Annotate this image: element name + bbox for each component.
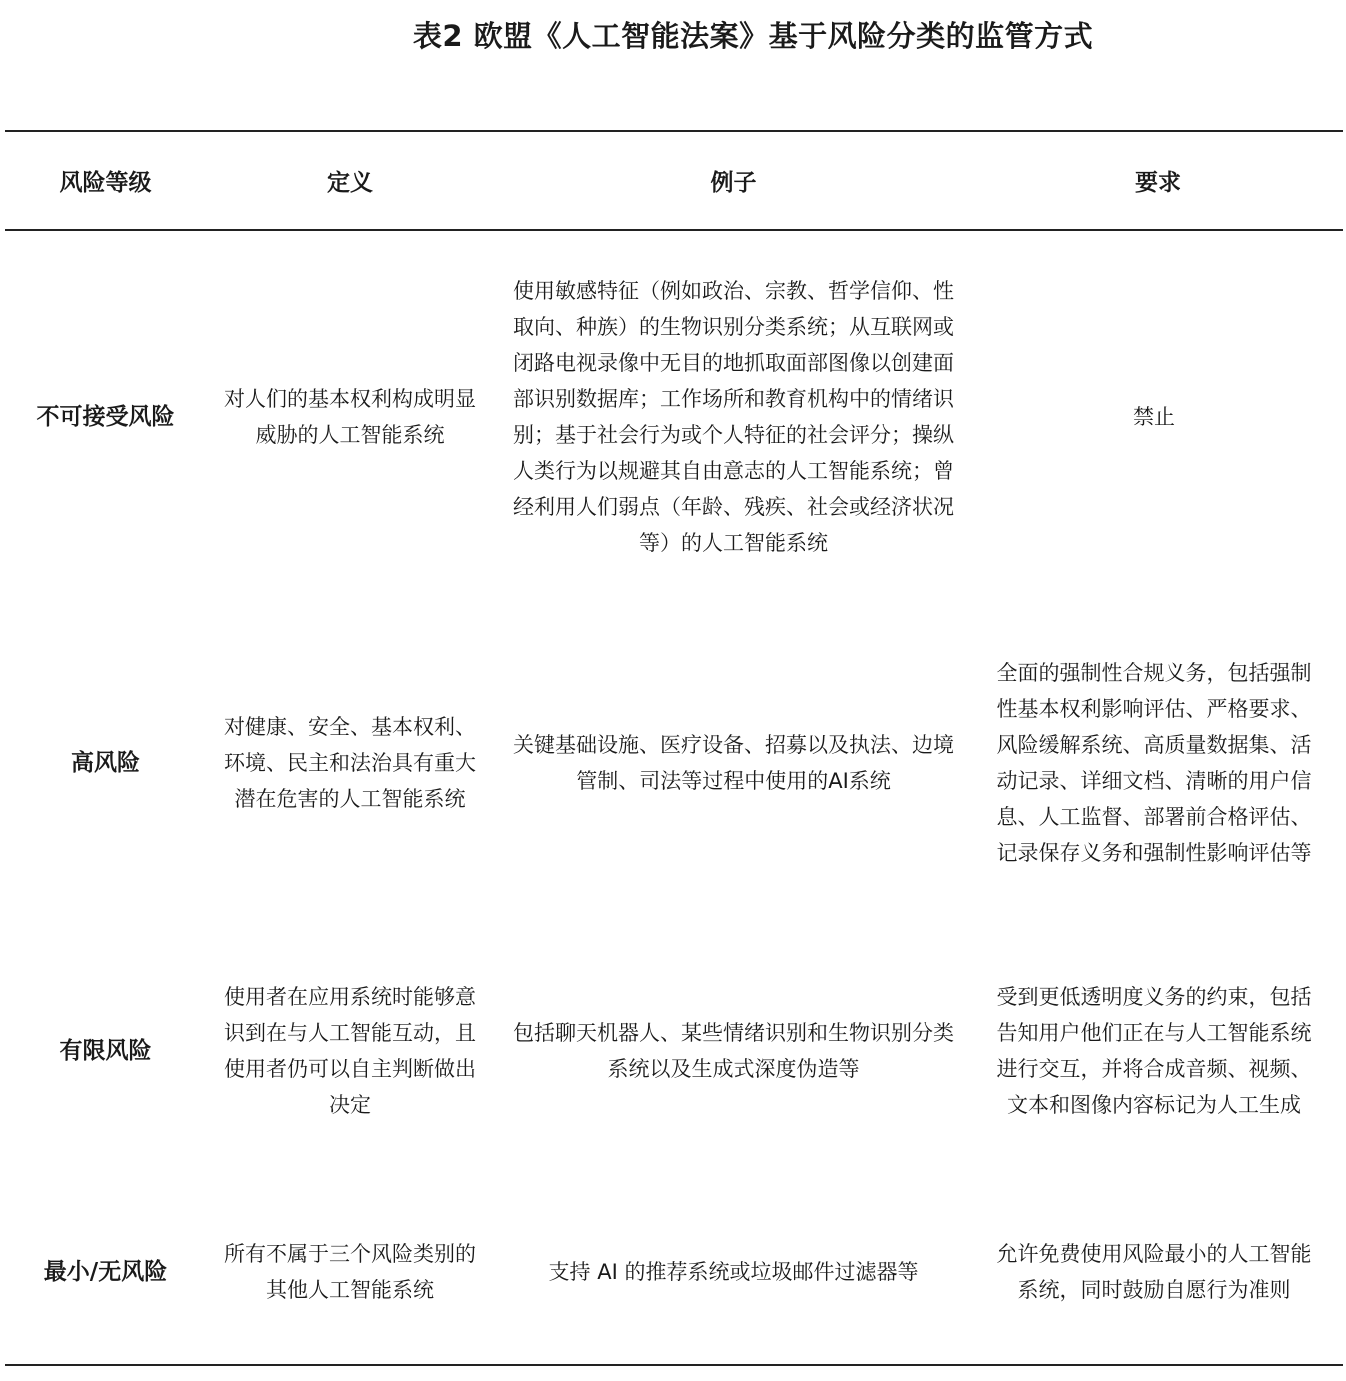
table-row	[5, 923, 1343, 1179]
header-row	[5, 131, 1343, 230]
table-row	[5, 603, 1343, 923]
requirement-cell: 受到更低透明度义务的约束，包括告知用户他们正在与人工智能系统进行交互，并将合成音频、视频、文本和图像内容标记为人工生成	[996, 985, 1312, 1117]
example-cell: 使用敏感特征（例如政治、宗教、哲学信仰、性取向、种族）的生物识别分类系统；从互联网或闭路电视录像中无目的地抓取面部图像以创建面部识别数据库；工作场所和教育机构中的情绪识别；基于社会行为或个人特征的社会评分；操纵人类行为以规避其自由意志的人工智能系统；曾经利用人们弱点（年龄、残疾、社会或经济状况等）的人工智能系统	[513, 279, 954, 555]
table-title: 表2 欧盟《人工智能法案》基于风险分类的监管方式	[412, 19, 1094, 53]
risk-regulation-table	[5, 130, 1343, 1366]
requirement-cell: 全面的强制性合规义务，包括强制性基本权利影响评估、严格要求、风险缓解系统、高质量数据集、活动记录、详细文档、清晰的用户信息、人工监督、部署前合格评估、记录保存义务和强制性影响评估等	[996, 661, 1312, 865]
definition-cell: 对健康、安全、基本权利、环境、民主和法治具有重大潜在危害的人工智能系统	[224, 715, 476, 811]
header-example: 例子	[710, 170, 757, 196]
risk-level-cell: 最小/无风险	[43, 1258, 168, 1285]
risk-level-cell: 不可接受风险	[36, 404, 175, 430]
risk-level-cell: 高风险	[71, 750, 140, 776]
header-risk-level: 风险等级	[59, 170, 152, 196]
definition-cell: 对人们的基本权利构成明显威胁的人工智能系统	[224, 387, 476, 447]
header-requirement: 要求	[1135, 170, 1181, 196]
table-row	[5, 1179, 1343, 1365]
example-cell: 关键基础设施、医疗设备、招募以及执法、边境管制、司法等过程中使用的AI系统	[513, 733, 954, 793]
risk-level-cell: 有限风险	[59, 1038, 152, 1064]
table-row	[5, 230, 1343, 603]
requirement-cell: 禁止	[1133, 405, 1175, 429]
definition-cell: 使用者在应用系统时能够意识到在与人工智能互动，且使用者仍可以自主判断做出决定	[224, 985, 476, 1117]
requirement-cell: 允许免费使用风险最小的人工智能系统，同时鼓励自愿行为准则	[996, 1241, 1312, 1302]
example-cell: 包括聊天机器人、某些情绪识别和生物识别分类系统以及生成式深度伪造等	[513, 1021, 954, 1081]
definition-cell: 所有不属于三个风险类别的其他人工智能系统	[224, 1241, 476, 1302]
header-definition: 定义	[327, 170, 373, 196]
example-cell: 支持 AI 的推荐系统或垃圾邮件过滤器等	[548, 1259, 919, 1284]
